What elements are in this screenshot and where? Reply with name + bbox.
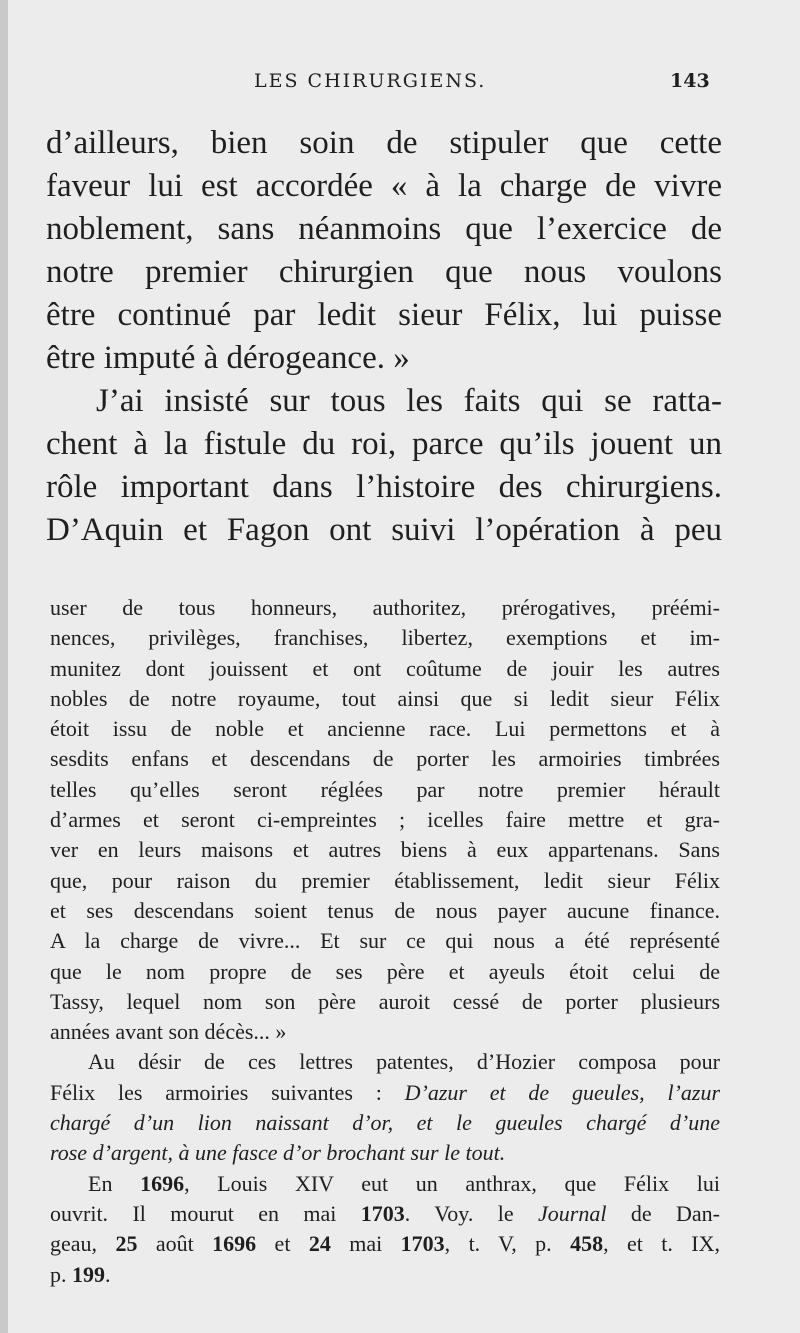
body-paragraph-1 [46,122,722,380]
text-line: Au désir de ces lettres patentes, d’Hozier composa pour [88,1049,720,1075]
text-line: d’ailleurs, bien soin de stipuler que cette [46,125,722,161]
text-line: J’ai insisté sur tous les faits qui se ratta- [96,383,722,419]
journal-title: Journal [538,1200,607,1226]
text-line: A la charge de vivre... Et sur ce qui nous a été représenté [50,928,720,954]
text-span: de Dan- [606,1200,721,1226]
text-line: sesdits enfans et descendans de porter les armoiries timbrées [50,746,720,772]
year: 1703 [400,1231,445,1257]
text-line [50,1199,720,1229]
blazon-text: rose d’argent, à une fasce d’or brochant sur le tout. [50,1140,506,1166]
text-line: d’armes et seront ci-empreintes ; icelles faire mettre et gra- [50,807,720,833]
footnote [50,593,720,1290]
text-line: que le nom propre de ses père et ayeuls étoit celui de [50,958,720,984]
page-number: 143 [670,70,710,92]
text-line: années avant son décès... » [50,1019,287,1045]
year: 1703 [360,1200,405,1226]
text-line: user de tous honneurs, authoritez, prérogatives, préémi- [50,595,720,620]
page-header [8,70,800,104]
text-line: étoit issu de noble et ancienne race. Lui permettons et à [50,716,720,742]
year: 1696 [212,1231,257,1257]
text-line [50,1229,720,1259]
text-line [50,1078,720,1108]
text-span: mai [330,1231,401,1257]
blazon-text: chargé d’un lion naissant d’or, et le gueules chargé d’une [50,1110,720,1136]
text-span: , t. V, p. [444,1231,571,1257]
year: 1696 [140,1170,185,1196]
page-ref: 458 [570,1231,604,1257]
blazon-text: D’azur et de gueules, l’azur [404,1079,721,1105]
text-line: et ses descendans soient tenus de nous payer aucune finance. [50,897,720,923]
text-line [50,1108,720,1138]
main-text [46,122,722,552]
text-line: être continué par ledit sieur Félix, lui puisse [46,297,722,333]
text-span: Félix les armoiries suivantes : [50,1079,405,1105]
text-line: telles qu’elles seront réglées par notre premier hérault [50,776,720,802]
text-line: nences, privilèges, franchises, libertez, exemptions et im- [50,625,720,651]
body-paragraph-2 [46,380,722,552]
text-span: geau, [50,1231,116,1257]
text-span: et [256,1231,309,1257]
text-line: chent à la fistule du roi, parce qu’ils jouent un [46,426,722,462]
day: 25 [115,1231,138,1257]
book-page [8,0,800,1333]
text-line: être imputé à dérogeance. » [46,340,410,376]
text-line: rôle important dans l’histoire des chirurgiens. [46,469,722,505]
text-line: nobles de notre royaume, tout ainsi que si ledit sieur Félix [50,685,720,711]
text-span: , et t. IX, [603,1231,720,1257]
text-span: , Louis XIV eut un anthrax, que Félix lui [184,1170,720,1196]
text-span: p. [50,1261,72,1287]
text-line: que, pour raison du premier établissement, ledit sieur Félix [50,867,720,893]
text-line: faveur lui est accordée « à la charge de vivre [46,168,722,204]
text-line [50,1138,720,1168]
text-line: notre premier chirurgien que nous voulons [46,254,722,290]
day: 24 [308,1231,331,1257]
text-span: . Voy. le [404,1200,539,1226]
text-line: D’Aquin et Fagon ont suivi l’opération à peu [46,512,722,548]
text-span: août [137,1231,213,1257]
text-line: Tassy, lequel nom son père auroit cessé de porter plusieurs [50,988,720,1014]
text-line: ver en leurs maisons et autres biens à eux appartenans. Sans [50,837,720,863]
text-line [50,1169,720,1199]
text-span: ouvrit. Il mourut en mai [50,1200,361,1226]
running-title: LES CHIRURGIENS. [254,70,487,92]
text-line: munitez dont jouissent et ont coûtume de jouir les autres [50,655,720,681]
text-line [50,1260,720,1290]
text-line: noblement, sans néanmoins que l’exercice de [46,211,722,247]
text-span: . [105,1261,111,1287]
footnote-quote [50,593,720,1047]
footnote-final [50,1169,720,1290]
footnote-armoiries [50,1047,720,1168]
page-ref: 199 [72,1261,105,1287]
text-span: En [88,1170,141,1196]
